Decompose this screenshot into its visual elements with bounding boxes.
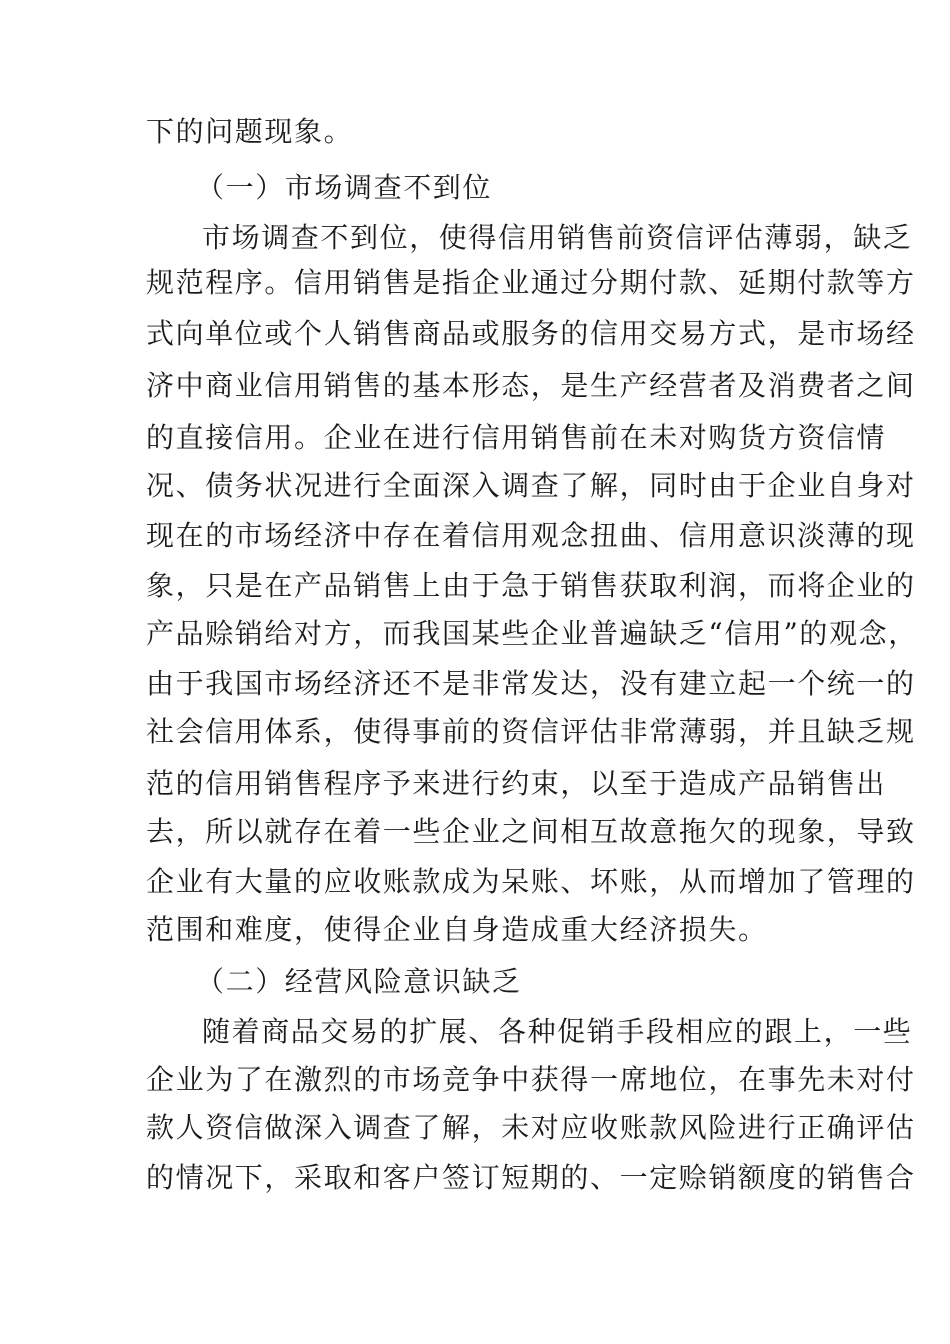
text-line-15: 去，所以就存在着一些企业之间相互故意拖欠的现象，导致: [146, 815, 916, 848]
text-line-10: 象，只是在产品销售上由于急于销售获取利润，而将企业的: [146, 569, 916, 602]
text-line-21: 款人资信做深入调查了解，未对应收账款风险进行正确评估: [146, 1111, 916, 1144]
text-line-5: 式向单位或个人销售商品或服务的信用交易方式，是市场经: [146, 317, 916, 350]
text-line-19: 随着商品交易的扩展、各种促销手段相应的跟上，一些: [202, 1015, 913, 1048]
text-line-11: 产品赊销给对方，而我国某些企业普遍缺乏“信用”的观念，: [146, 617, 918, 650]
text-line-13: 社会信用体系，使得事前的资信评估非常薄弱，并且缺乏规: [146, 715, 916, 748]
text-line-16: 企业有大量的应收账款成为呆账、坏账，从而增加了管理的: [146, 865, 916, 898]
text-line-6: 济中商业信用销售的基本形态，是生产经营者及消费者之间: [146, 369, 916, 402]
section-heading-1: （一）市场调查不到位: [196, 171, 493, 204]
text-line-4: 规范程序。信用销售是指企业通过分期付款、延期付款等方: [146, 266, 916, 299]
text-line-22: 的情况下，采取和客户签订短期的、一定赊销额度的销售合: [146, 1161, 916, 1194]
section-heading-2: （二）经营风险意识缺乏: [196, 965, 522, 998]
text-line-8: 况、债务状况进行全面深入调查了解，同时由于企业自身对: [146, 469, 916, 502]
text-line-9: 现在的市场经济中存在着信用观念扭曲、信用意识淡薄的现: [146, 519, 916, 552]
text-line-1: 下的问题现象。: [146, 115, 354, 148]
text-line-7: 的直接信用。企业在进行信用销售前在未对购货方资信情: [146, 421, 887, 454]
text-line-20: 企业为了在激烈的市场竞争中获得一席地位，在事先未对付: [146, 1063, 916, 1096]
text-line-14: 范的信用销售程序予来进行约束，以至于造成产品销售出: [146, 767, 887, 800]
text-line-3: 市场调查不到位，使得信用销售前资信评估薄弱，缺乏: [202, 221, 913, 254]
text-line-12: 由于我国市场经济还不是非常发达，没有建立起一个统一的: [146, 667, 916, 700]
text-line-17: 范围和难度，使得企业自身造成重大经济损失。: [146, 913, 768, 946]
